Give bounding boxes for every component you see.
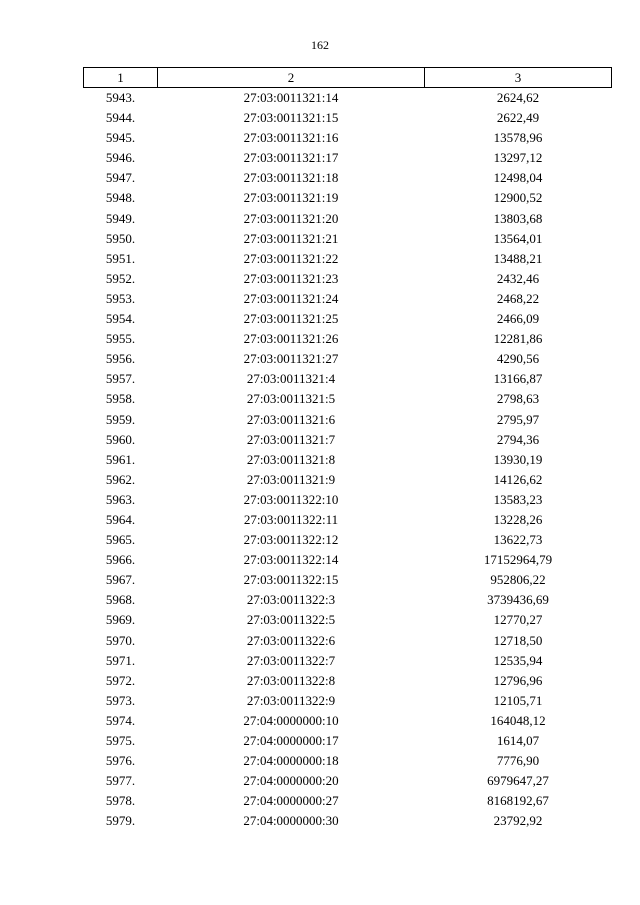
table-row: [84, 691, 612, 711]
row-number-cell: 5945.: [105, 130, 136, 146]
cadastral-number-cell: 27:03:0011321:7: [246, 431, 336, 447]
table-row: [84, 731, 612, 751]
cadastral-number-cell: 27:04:0000000:30: [243, 813, 339, 829]
cadastral-value-cell: 13583,23: [493, 491, 543, 507]
row-number-cell: 5949.: [105, 210, 136, 226]
cadastral-value-cell: 1614,07: [496, 733, 540, 748]
table-body: [84, 88, 612, 832]
table-row: [84, 671, 612, 691]
row-number-cell: 5946.: [105, 150, 136, 166]
row-number-cell: 5964.: [105, 511, 136, 527]
row-number-cell: 5943.: [105, 90, 136, 105]
row-number-cell: 5966.: [105, 552, 136, 568]
row-number-cell: 5944.: [105, 110, 136, 126]
cadastral-value-cell: 13297,12: [493, 150, 543, 166]
table-row: [84, 751, 612, 771]
cadastral-number-cell: 27:03:0011321:4: [246, 371, 336, 387]
cadastral-number-cell: 27:03:0011321:14: [243, 90, 339, 105]
row-number-cell: 5959.: [105, 411, 136, 427]
table-row: [84, 450, 612, 470]
cadastral-number-cell: 27:03:0011321:8: [246, 451, 336, 467]
row-number-cell: 5965.: [105, 532, 136, 548]
cadastral-value-cell: 13564,01: [493, 230, 543, 246]
cadastral-value-cell: 2622,49: [496, 110, 540, 126]
table-row: [84, 148, 612, 168]
table-row: [84, 550, 612, 570]
table-row: [84, 369, 612, 389]
row-number-cell: 5953.: [105, 290, 136, 306]
table-row: [84, 771, 612, 791]
table-row: [84, 269, 612, 289]
table-row: [84, 631, 612, 651]
header-row: [84, 68, 612, 88]
row-number-cell: 5969.: [105, 612, 136, 628]
cadastral-number-cell: 27:03:0011322:9: [246, 692, 336, 708]
cadastral-number-cell: 27:03:0011321:21: [243, 230, 339, 246]
cadastral-value-cell: 13622,73: [493, 532, 543, 548]
cadastral-number-cell: 27:03:0011322:15: [243, 572, 339, 588]
cadastral-value-cell: 2432,46: [496, 270, 540, 286]
table-row: [84, 309, 612, 329]
cadastral-number-cell: 27:03:0011321:23: [243, 270, 339, 286]
table-row: [84, 791, 612, 811]
table-row: [84, 389, 612, 409]
table-row: [84, 430, 612, 450]
cadastral-number-cell: 27:03:0011321:24: [243, 290, 339, 306]
row-number-cell: 5951.: [105, 250, 136, 266]
cadastral-value-cell: 23792,92: [493, 813, 543, 829]
row-number-cell: 5957.: [105, 371, 136, 387]
cadastral-value-cell: 952806,22: [490, 572, 546, 588]
row-number-cell: 5950.: [105, 230, 136, 246]
cadastral-value-cell: 14126,62: [493, 471, 543, 487]
cadastral-number-cell: 27:03:0011322:10: [243, 491, 339, 507]
row-number-cell: 5977.: [105, 773, 136, 789]
table-row: [84, 610, 612, 630]
cadastral-value-cell: 12718,50: [493, 632, 543, 648]
row-number-cell: 5955.: [105, 331, 136, 347]
cadastral-number-cell: 27:04:0000000:17: [243, 733, 339, 748]
row-number-cell: 5975.: [105, 733, 136, 748]
cadastral-value-cell: 12105,71: [493, 692, 543, 708]
row-number-cell: 5978.: [105, 793, 136, 809]
cadastral-number-cell: 27:03:0011321:9: [246, 471, 336, 487]
page-number: 162: [311, 38, 329, 52]
table-row: [84, 229, 612, 249]
cadastral-value-cell: 12770,27: [493, 612, 543, 628]
cadastral-number-cell: 27:03:0011321:26: [243, 331, 339, 347]
table-row: [84, 651, 612, 671]
cadastral-number-cell: 27:03:0011321:6: [246, 411, 336, 427]
cadastral-value-cell: 164048,12: [490, 712, 546, 728]
cadastral-number-cell: 27:03:0011321:18: [243, 170, 339, 186]
table-row: [84, 249, 612, 269]
cadastral-value-cell: 2468,22: [496, 290, 540, 306]
row-number-cell: 5958.: [105, 391, 136, 407]
cadastral-value-cell: 3739436,69: [487, 592, 549, 608]
row-number-cell: 5973.: [105, 692, 136, 708]
table-row: [84, 108, 612, 128]
table-row: [84, 590, 612, 610]
row-number-cell: 5974.: [105, 712, 136, 728]
table-row: [84, 570, 612, 590]
cadastral-number-cell: 27:03:0011321:17: [243, 150, 339, 166]
row-number-cell: 5952.: [105, 270, 136, 286]
cadastral-value-cell: 13166,87: [493, 371, 543, 387]
table-row: [84, 88, 612, 109]
cadastral-number-cell: 27:03:0011322:11: [243, 511, 339, 527]
cadastral-number-cell: 27:03:0011322:5: [246, 612, 336, 628]
row-number-cell: 5967.: [105, 572, 136, 588]
table-header: [84, 68, 612, 88]
cadastral-value-cell: 4290,56: [496, 351, 540, 367]
cadastral-number-cell: 27:03:0011322:7: [246, 652, 336, 668]
cadastral-value-cell: 7776,90: [496, 753, 540, 769]
table-row: [84, 349, 612, 369]
cadastral-value-cell: 6979647,27: [487, 773, 549, 789]
cadastral-value-cell: 17152964,79: [483, 552, 553, 568]
cadastral-value-cell: 2624,62: [496, 90, 540, 105]
cadastral-value-cell: 8168192,67: [487, 793, 549, 809]
row-number-cell: 5970.: [105, 632, 136, 648]
table-row: [84, 329, 612, 349]
cadastral-number-cell: 27:04:0000000:20: [243, 773, 339, 789]
cadastral-value-cell: 2795,97: [496, 411, 540, 427]
cadastral-number-cell: 27:03:0011322:14: [243, 552, 339, 568]
cadastral-value-cell: 12900,52: [493, 190, 543, 206]
cadastral-value-cell: 13228,26: [493, 511, 543, 527]
cadastral-value-table: [83, 67, 612, 831]
row-number-cell: 5971.: [105, 652, 136, 668]
table-row: [84, 470, 612, 490]
table-row: [84, 128, 612, 148]
cadastral-value-cell: 13803,68: [493, 210, 543, 226]
table-row: [84, 811, 612, 831]
cadastral-number-cell: 27:04:0000000:10: [243, 712, 339, 728]
table-row: [84, 530, 612, 550]
row-number-cell: 5954.: [105, 311, 136, 327]
table-row: [84, 490, 612, 510]
cadastral-number-cell: 27:03:0011322:3: [246, 592, 336, 608]
table-row: [84, 711, 612, 731]
cadastral-value-cell: 2466,09: [496, 311, 540, 327]
row-number-cell: 5962.: [105, 471, 136, 487]
cadastral-value-cell: 12535,94: [493, 652, 543, 668]
cadastral-value-cell: 13488,21: [493, 250, 543, 266]
cadastral-value-cell: 13930,19: [493, 451, 543, 467]
column-header-1: 1: [84, 68, 158, 88]
table-row: [84, 188, 612, 208]
column-header-2: 2: [158, 68, 425, 88]
cadastral-value-cell: 2798,63: [496, 391, 540, 407]
cadastral-number-cell: 27:04:0000000:18: [243, 753, 339, 769]
cadastral-number-cell: 27:03:0011321:20: [243, 210, 339, 226]
table-row: [84, 510, 612, 530]
cadastral-number-cell: 27:03:0011321:16: [243, 130, 339, 146]
cadastral-number-cell: 27:03:0011322:6: [246, 632, 336, 648]
row-number-cell: 5963.: [105, 491, 136, 507]
cadastral-value-cell: 12796,96: [493, 672, 543, 688]
cadastral-number-cell: 27:03:0011322:12: [243, 532, 339, 548]
cadastral-value-cell: 12498,04: [493, 170, 543, 186]
cadastral-value-cell: 2794,36: [496, 431, 540, 447]
cadastral-value-cell: 12281,86: [493, 331, 543, 347]
row-number-cell: 5956.: [105, 351, 136, 367]
column-header-3: 3: [425, 68, 612, 88]
cadastral-number-cell: 27:03:0011321:19: [243, 190, 339, 206]
cadastral-number-cell: 27:03:0011321:22: [243, 250, 339, 266]
table-row: [84, 410, 612, 430]
cadastral-value-cell: 13578,96: [493, 130, 543, 146]
row-number-cell: 5960.: [105, 431, 136, 447]
cadastral-number-cell: 27:03:0011321:5: [246, 391, 336, 407]
row-number-cell: 5979.: [105, 813, 136, 829]
row-number-cell: 5976.: [105, 753, 136, 769]
cadastral-number-cell: 27:03:0011321:15: [243, 110, 339, 126]
row-number-cell: 5968.: [105, 592, 136, 608]
row-number-cell: 5948.: [105, 190, 136, 206]
table-row: [84, 209, 612, 229]
cadastral-number-cell: 27:03:0011321:25: [243, 311, 339, 327]
table-row: [84, 168, 612, 188]
row-number-cell: 5947.: [105, 170, 136, 186]
cadastral-number-cell: 27:04:0000000:27: [243, 793, 339, 809]
cadastral-number-cell: 27:03:0011321:27: [243, 351, 339, 367]
table-row: [84, 289, 612, 309]
cadastral-number-cell: 27:03:0011322:8: [246, 672, 336, 688]
row-number-cell: 5972.: [105, 672, 136, 688]
row-number-cell: 5961.: [105, 451, 136, 467]
